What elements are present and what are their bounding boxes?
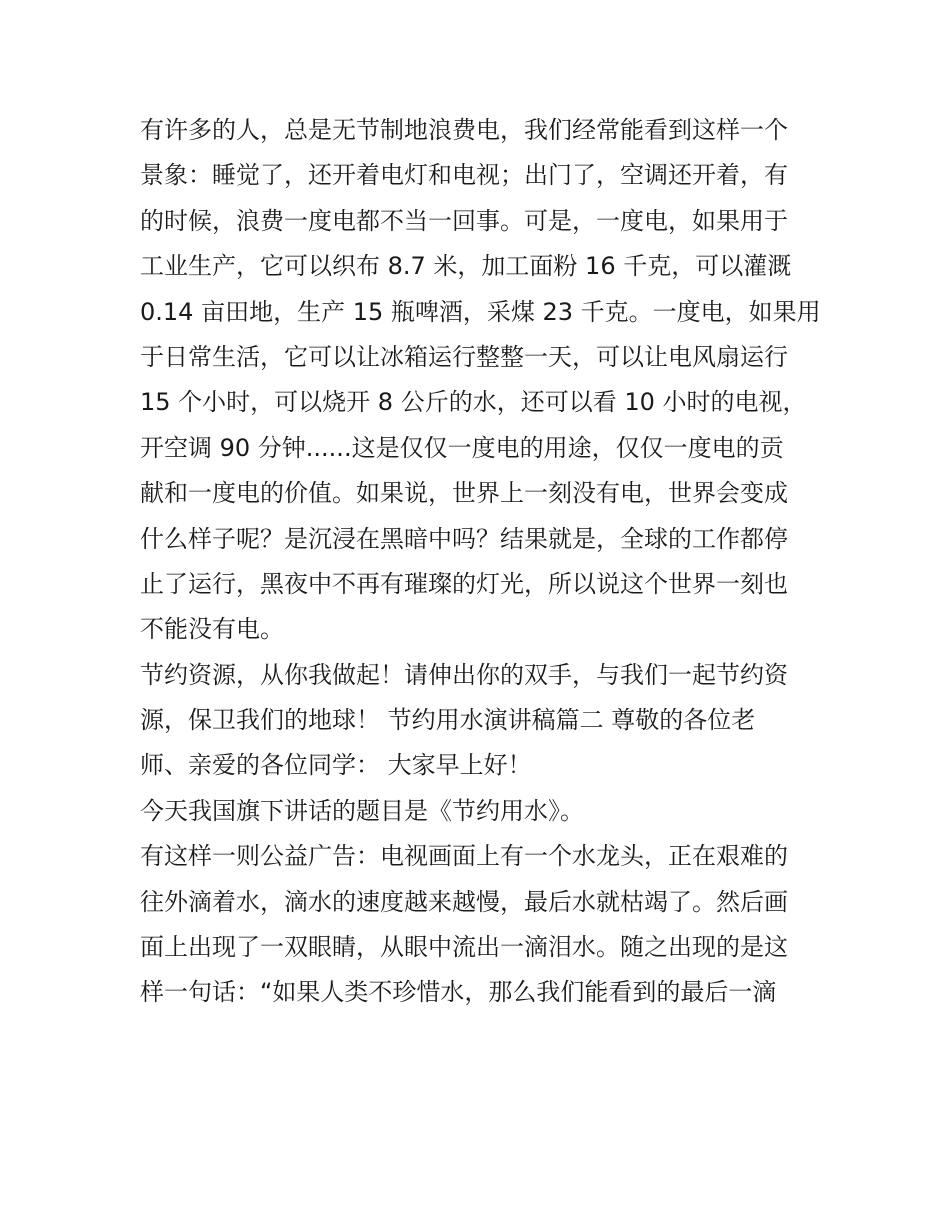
text-line: 献和一度电的价值。如果说，世界上一刻没有电，世界会变成	[140, 479, 788, 508]
text-line: 的时候，浪费一度电都不当一回事。可是，一度电，如果用于	[140, 206, 788, 235]
text-line: 止了运行，黑夜中不再有璀璨的灯光，所以说这个世界一刻也	[140, 569, 788, 598]
text-line: 样一句话：“如果人类不珍惜水，那么我们能看到的最后一滴	[140, 978, 777, 1007]
text-line: 不能没有电。	[140, 615, 284, 644]
text-line: 师、亲爱的各位同学： 大家早上好！	[140, 751, 532, 780]
text-line: 有许多的人，总是无节制地浪费电，我们经常能看到这样一个	[140, 116, 788, 144]
text-line: 于日常生活，它可以让冰箱运行整整一天，可以让电风扇运行	[140, 342, 788, 371]
text-line: 0.14 亩田地，生产 15 瓶啤酒，采煤 23 千克。一度电，如果用	[140, 297, 821, 326]
text-line: 往外滴着水，滴水的速度越来越慢，最后水就枯竭了。然后画	[140, 887, 788, 916]
text-line: 开空调 90 分钟......这是仅仅一度电的用途，仅仅一度电的贡	[140, 433, 784, 462]
text-line: 工业生产，它可以织布 8.7 米，加工面粉 16 千克，可以灌溉	[140, 252, 792, 281]
text-line: 节约资源，从你我做起！请伸出你的双手，与我们一起节约资	[140, 660, 788, 689]
text-line: 面上出现了一双眼睛，从眼中流出一滴泪水。随之出现的是这	[140, 933, 788, 962]
text-line: 今天我国旗下讲话的题目是《节约用水》。	[140, 796, 584, 825]
text-line: 什么样子呢？是沉浸在黑暗中吗？结果就是，全球的工作都停	[140, 524, 788, 553]
text-line: 有这样一则公益广告：电视画面上有一个水龙头，正在艰难的	[140, 842, 788, 871]
document-body	[140, 108, 830, 1016]
text-line: 15 个小时，可以烧开 8 公斤的水，还可以看 10 小时的电视，	[140, 388, 807, 417]
text-line: 景象：睡觉了，还开着电灯和电视；出门了，空调还开着，有	[140, 161, 788, 190]
text-line: 源，保卫我们的地球！ 节约用水演讲稿篇二 尊敬的各位老	[140, 706, 756, 735]
